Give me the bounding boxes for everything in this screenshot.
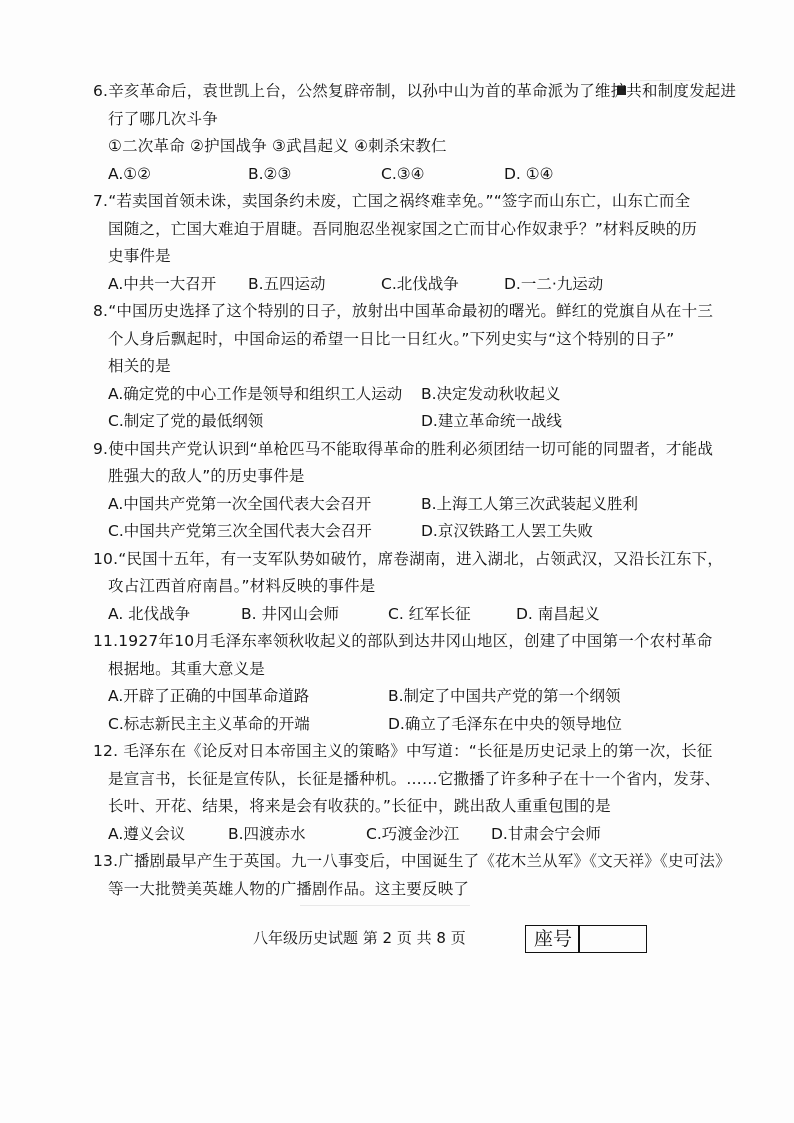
question-7 [93, 188, 698, 298]
option-b[interactable]: B.制定了中国共产党的第一个纲领 [388, 687, 621, 705]
option-a[interactable]: A.中国共产党第一次全国代表大会召开 [108, 494, 372, 513]
option-c[interactable]: C.标志新民主主义革命的开端 [108, 714, 310, 733]
option-c[interactable]: C. 红军长征 [388, 604, 471, 623]
question-line: 根据地。其重大意义是 [108, 659, 266, 678]
options-row [96, 491, 696, 519]
question-line: 等一大批赞美英雄人物的广播剧作品。这主要反映了 [108, 879, 470, 898]
page-footer: 八年级历史试题 第 2 页 共 8 页 [253, 929, 466, 947]
options-row [96, 683, 696, 711]
option-d[interactable]: D.京汉铁路工人罢工失败 [421, 522, 593, 540]
question-line: 是宣言书，长征是宣传队，长征是播种机。……它撒播了许多种子在十一个省内，发芽、 [108, 769, 721, 788]
option-c[interactable]: C.北伐战争 [381, 274, 459, 293]
options-row [96, 711, 696, 739]
question-13 [93, 848, 731, 903]
question-line: 10.“民国十五年，有一支军队势如破竹，席卷湖南，进入湖北，占领武汉，又沿长江东下， [93, 549, 724, 568]
seat-divider [578, 926, 580, 952]
option-c[interactable]: C.中国共产党第三次全国代表大会召开 [108, 522, 372, 540]
question-line: 胜强大的敌人”的历史事件是 [108, 467, 305, 485]
question-line: 13.广播剧最早产生于英国。九一八事变后，中国诞生了《花木兰从军》《文天祥》《史可法》 [93, 852, 731, 870]
question-line: 个人身后飘起时，中国命运的希望一日比一日红火。”下列史实与“这个特别的日子” [108, 329, 675, 348]
options-row [96, 161, 696, 189]
question-line: 8.“中国历史选择了这个特别的日子，放射出中国革命最初的曙光。鲜红的党旗自从在十三 [93, 302, 714, 320]
option-d[interactable]: D. ①④ [504, 164, 554, 183]
question-line: 国随之，亡国大难迫于眉睫。吾同胞忍坐视家国之亡而甘心作奴隶乎？”材料反映的历 [108, 219, 698, 238]
seat-number-box[interactable] [525, 925, 647, 953]
option-b[interactable]: B.上海工人第三次武装起义胜利 [421, 494, 639, 513]
question-line: 行了哪几次斗争 [108, 109, 218, 128]
option-d[interactable]: D.确立了毛泽东在中央的领导地位 [388, 714, 622, 733]
option-d[interactable]: D.一二·九运动 [504, 274, 604, 293]
options-row [96, 408, 696, 436]
options-row [96, 821, 696, 849]
questions-area [93, 78, 737, 903]
question-line: 长叶、开花、结果，将来是会有收获的。”长征中，跳出敌人重重包围的是 [108, 797, 611, 815]
options-row [96, 601, 696, 629]
options-row [96, 381, 696, 409]
option-a[interactable]: A. 北伐战争 [108, 604, 191, 623]
question-line: 7.“若卖国首领未诛，卖国条约未废，亡国之祸终难幸免。”“签字而山东亡，山东亡而全 [93, 192, 691, 210]
option-a[interactable]: A.确定党的中心工作是领导和组织工人运动 [108, 384, 403, 403]
option-b[interactable]: B.四渡赤水 [228, 824, 306, 843]
option-b[interactable]: B.②③ [248, 164, 292, 183]
question-line: 11.1927年10月毛泽东率领秋收起义的部队到达井冈山地区，创建了中国第一个农村革命 [93, 632, 713, 650]
question-12 [93, 738, 721, 848]
scan-noise [300, 905, 470, 906]
option-b[interactable]: B. 井冈山会师 [241, 604, 339, 623]
option-a[interactable]: A.开辟了正确的中国革命道路 [108, 687, 310, 705]
question-line: ①二次革命 ②护国战争 ③武昌起义 ④刺杀宋教仁 [108, 137, 447, 155]
option-a[interactable]: A.中共一大召开 [108, 274, 217, 293]
option-c[interactable]: C.巧渡金沙江 [366, 824, 460, 843]
question-line: 相关的是 [108, 357, 171, 375]
question-line: 攻占江西首府南昌。”材料反映的事件是 [108, 577, 376, 595]
options-row [96, 271, 696, 299]
question-line: 6.辛亥革命后，袁世凯上台，公然复辟帝制，以孙中山为首的革命派为了维护共和制度发起进 [93, 82, 737, 100]
question-10 [93, 546, 724, 629]
option-c[interactable]: C.③④ [381, 164, 425, 183]
question-6 [93, 78, 737, 188]
option-d[interactable]: D.建立革命统一战线 [421, 412, 562, 430]
question-8 [93, 298, 714, 436]
question-line: 史事件是 [108, 247, 171, 265]
question-line: 9.使中国共产党认识到“单枪匹马不能取得革命的胜利必须团结一切可能的同盟者，才能战 [93, 439, 714, 458]
seat-label: 座号 [534, 928, 573, 950]
option-d[interactable]: D. 南昌起义 [516, 604, 600, 623]
question-line: 12. 毛泽东在《论反对日本帝国主义的策略》中写道：“长征是历史记录上的第一次，长征 [93, 742, 713, 760]
question-9 [93, 436, 714, 546]
option-a[interactable]: A.①② [108, 164, 152, 183]
option-b[interactable]: B.五四运动 [248, 274, 326, 293]
question-11 [93, 628, 713, 738]
options-row [96, 518, 696, 546]
option-c[interactable]: C.制定了党的最低纲领 [108, 412, 264, 430]
option-d[interactable]: D.甘肃会宁会师 [491, 824, 601, 843]
option-b[interactable]: B.决定发动秋收起义 [421, 384, 561, 403]
option-a[interactable]: A.遵义会议 [108, 824, 186, 843]
